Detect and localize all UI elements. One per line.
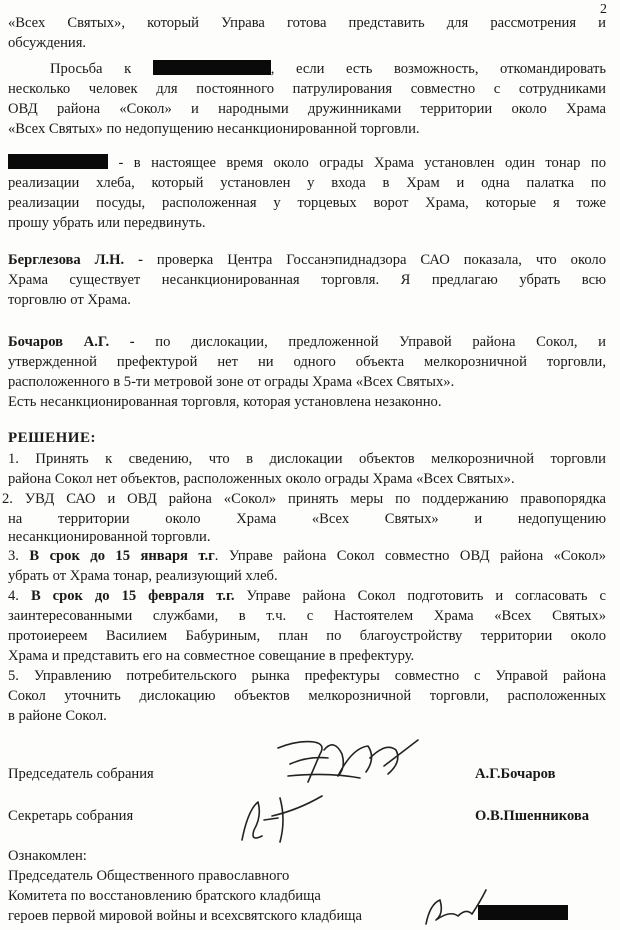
intro-line-1: «Всех Святых», который Управа готова представить для рассмотрения и [8,15,606,31]
secretary-name: О.В.Пшенникова [475,808,590,824]
bocharov-line-4: Есть несанкционированная торговля, которая установлена незаконно. [8,394,442,410]
decision-item-3-line-1 [8,546,606,566]
berglezova-line-2: Храма существует несанкционированная торговля. Я предлагаю убрать всю [8,272,606,288]
speaker-name: Бочаров А.Г. - [8,334,135,350]
item-number: 3. [8,548,30,564]
request-line-3: ОВД района «Сокол» и народными дружинниками территории около Храма [8,101,606,117]
acknowledged-line-1: Председатель Общественного православного [8,868,290,884]
berglezova-line-3: торговлю от Храма. [8,292,131,308]
decision-item-4-line-4: Храма и представить его на совместное совещание в префектуру. [8,648,415,664]
decision-item-5-line-3: в районе Сокол. [8,708,107,724]
speaker-line-2: реализации хлеба, который установлен у входа в Храм и одна палатка по [8,175,606,191]
redaction-bar [8,154,108,169]
request-line-2: несколько человек для постоянного патрулирования совместно с сотрудниками [8,81,606,97]
intro-line-2: обсуждения. [8,35,87,51]
decision-item-2-line-2: на территории около Храма «Всех Святых» и недопущению [8,511,606,527]
bocharov-line-2: утвержденной префектурой нет ни одного объекта мелкорозничной торговли, [8,354,606,370]
decision-item-4-line-1 [8,586,606,606]
item-text: Управе района Сокол подготовить и согласовать с [234,588,607,604]
decision-item-4-line-3: протоиереем Василием Бабуриным, план по благоустройству территории около [8,628,606,644]
secretary-label: Секретарь собрания [8,808,134,824]
acknowledged-line-2: Комитета по восстановлению братского кладбища [8,888,321,904]
speaker-name: Берглезова Л.Н. - [8,252,143,268]
acknowledged-line-3: героев первой мировой войны и всехсвятского кладбища [8,908,362,924]
decision-item-5-line-2: Сокол уточнить дислокацию объектов мелкорозничной торговли, расположенных [8,688,606,704]
request-suffix: , если есть возможность, откомандировать [270,61,606,77]
chair-signature [268,728,428,788]
deadline: В срок до 15 января т.г [29,548,215,564]
speaker-line-1 [8,153,606,173]
decision-item-1-line-2: района Сокол нет объектов, расположенных около ограды Храма «Всех Святых». [8,471,515,487]
statement: по дислокации, предложенной Управой района Сокол, и [134,334,606,350]
request-prefix: Просьба к [50,61,132,77]
speaker-line-4: прошу убрать или передвинуть. [8,215,206,231]
speaker-text: - в настоящее время около ограды Храма установлен один тонар по [118,155,606,171]
redaction-bar [153,60,271,75]
decision-item-3-line-2: убрать от Храма тонар, реализующий хлеб. [8,568,278,584]
chair-name: А.Г.Бочаров [475,766,556,782]
bocharov-line-3: расположенного в 5-ти метровой зоне от ограды Храма «Всех Святых». [8,374,455,390]
request-line-1 [50,59,606,79]
item-text: . Управе района Сокол совместно ОВД района «Сокол» [214,548,606,564]
item-number: 4. [8,588,31,604]
acknowledged-label: Ознакомлен: [8,848,87,864]
decision-item-1-line-1: 1. Принять к сведению, что в дислокации объектов мелкорозничной торговли [8,451,606,467]
statement: проверка Центра Госсанэпиднадзора САО показала, что около [142,252,606,268]
decision-item-2-line-3: несанкционированной торговли. [8,529,211,545]
redaction-bar [478,905,568,920]
page-number: 2 [600,2,607,17]
decision-heading: РЕШЕНИЕ: [8,430,96,446]
berglezova-line-1 [8,250,606,270]
secretary-signature [228,790,328,850]
decision-item-5-line-1: 5. Управлению потребительского рынка префектуры совместно с Управой района [8,668,606,684]
deadline: В срок до 15 февраля т.г. [30,588,235,604]
decision-item-4-line-2: заинтересованными службами, в т.ч. с Настоятелем Храма «Всех Святых» [8,608,606,624]
chair-label: Председатель собрания [8,766,154,782]
speaker-line-3: реализации посуды, расположенная у торцевых ворот Храма, которые я тоже [8,195,606,211]
request-line-4: «Всех Святых» по недопущению несанкционированной торговли. [8,121,420,137]
decision-item-2-line-1: 2. УВД САО и ОВД района «Сокол» принять меры по поддержанию правопорядка [2,491,606,507]
bocharov-line-1 [8,332,606,352]
